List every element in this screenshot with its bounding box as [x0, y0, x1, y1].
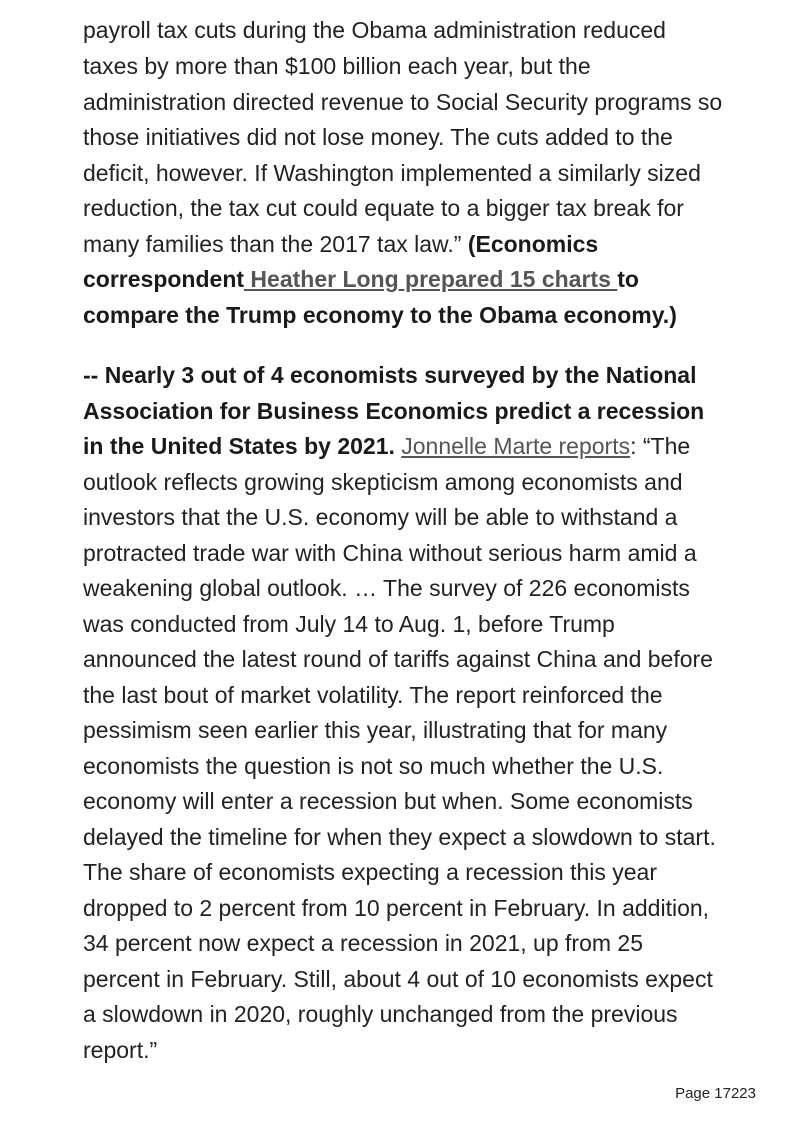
jonnelle-marte-link[interactable]: Jonnelle Marte reports — [401, 433, 631, 459]
bold-lead: -- Nearly 3 out of 4 economists surveyed by the National Association for Business Economics predict a recession in the United States by 2021. — [83, 362, 705, 459]
paragraph-tax-cuts — [83, 49, 723, 333]
bold-note-start: (Economics correspondent — [83, 230, 599, 292]
paragraph-text: taxes by more than $100 billion each year, but the administration directed revenue to Social Security programs so those initiatives did not lose money. The cuts added to the deficit, however. If Washington implemented a similarly sized reduction, the tax cut could equate to a bigger tax break for many families than the 2017 tax law.” — [83, 53, 723, 257]
page-number: Page 17223 — [675, 1085, 756, 1102]
paragraph-recession-survey — [83, 358, 723, 1068]
heather-long-charts-link[interactable]: Heather Long prepared 15 charts — [244, 266, 618, 292]
cut-off-text: payroll tax cuts during the Obama administration reduced — [83, 17, 666, 43]
cut-off-line — [0, 0, 794, 46]
paragraph-text: : “The outlook reflects growing skepticism among economists and investors that the U.S. economy will be able to withstand a protracted trade war with China without serious harm amid a weakening global outlook. … The survey of 226 economists was conducted from July 14 to Aug. 1, before Trump announced the latest round of tariffs against China and before the last bout of market volatility. The report reinforced the pessimism seen earlier this year, illustrating that for many economists the question is not so much whether the U.S. economy will enter a recession but when. Some economists delayed the timeline for when they expect a slowdown to start. The share of economists expecting a recession this year dropped to 2 percent from 10 percent in February. In addition, 34 percent now expect a recession in 2021, up from 25 percent in February. Still, about 4 out of 10 economists expect a slowdown in 2020, roughly unchanged from the previous report.” — [83, 433, 716, 1063]
bold-note-end: to compare the Trump economy to the Obama economy.) — [83, 266, 677, 328]
